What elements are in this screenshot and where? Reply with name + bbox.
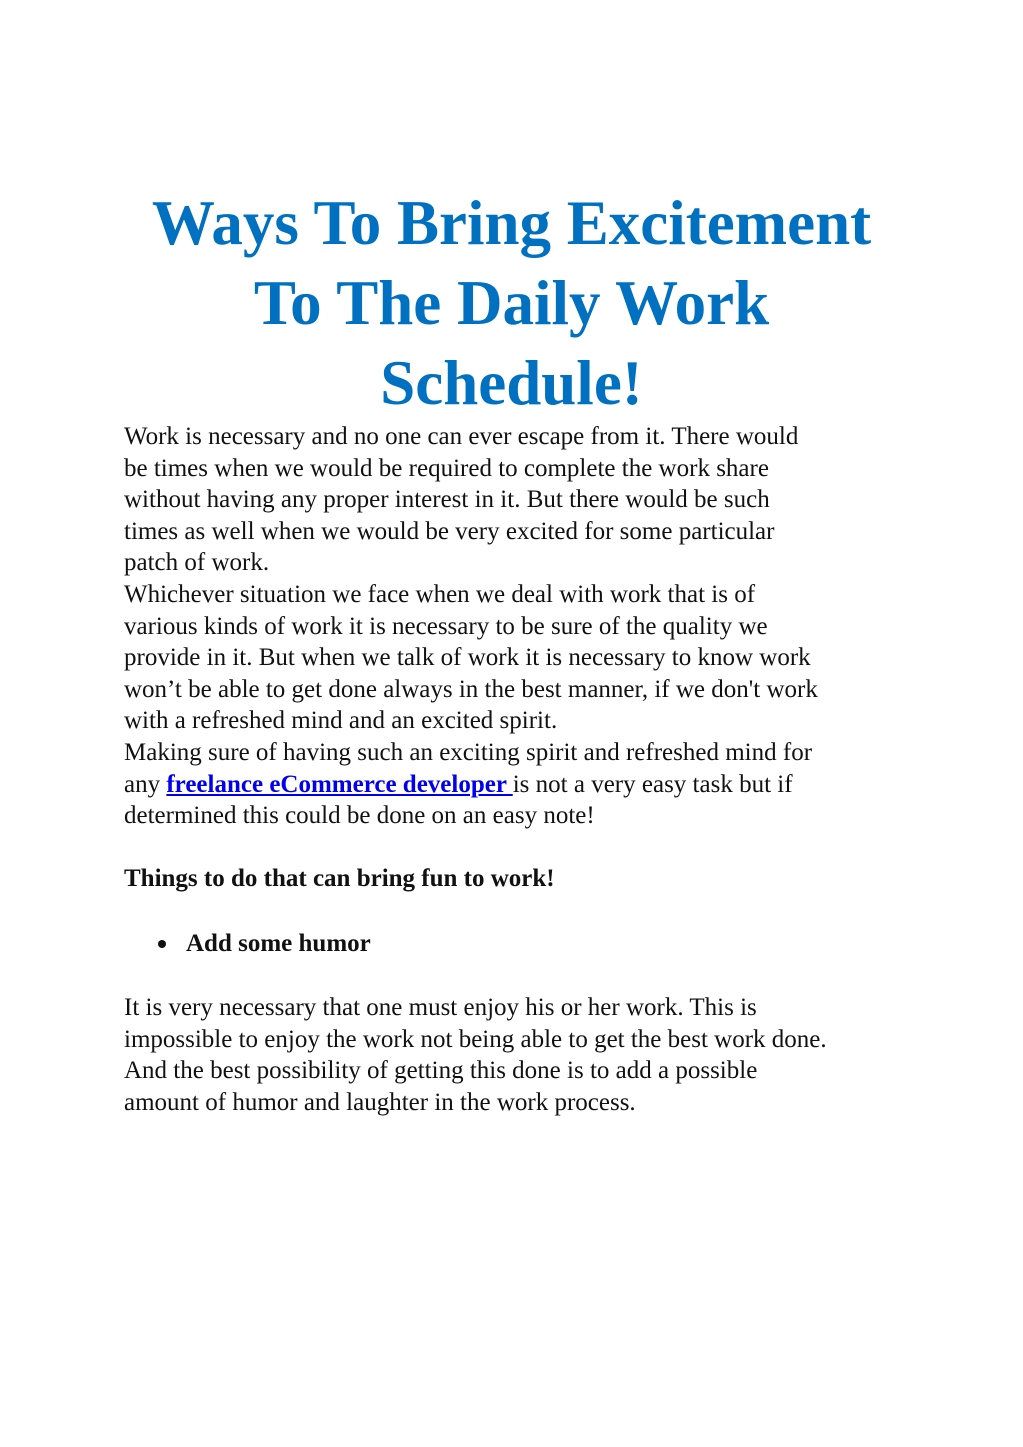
humor-paragraph (124, 992, 914, 1118)
intro-paragraph (124, 421, 914, 832)
page-title (100, 183, 923, 423)
bullet-icon (158, 940, 166, 948)
link-line-after: is not a very easy task but if (512, 770, 793, 798)
text-line: be times when we would be required to complete the work share (124, 454, 769, 482)
list-item (124, 928, 371, 960)
text-line: with a refreshed mind and an excited spirit. (124, 707, 558, 735)
bullet-list (124, 928, 371, 960)
text-line: It is very necessary that one must enjoy his or her work. This is (124, 994, 757, 1021)
text-line: times as well when we would be very excited for some particular (124, 517, 775, 545)
text-line: And the best possibility of getting this done is to add a possible (124, 1057, 758, 1085)
title-line: Ways To Bring Excitement (151, 188, 872, 258)
text-line: Making sure of having such an exciting spirit and refreshed mind for (124, 738, 813, 766)
link-line-before: any (124, 770, 167, 798)
freelance-ecommerce-developer-link[interactable]: freelance eCommerce developer (166, 770, 513, 798)
text-line: various kinds of work it is necessary to be sure of the quality we (124, 612, 768, 640)
text-line: provide in it. But when we talk of work it is necessary to know work (124, 644, 811, 672)
bullet-label: Add some humor (186, 930, 371, 957)
text-line: patch of work. (124, 549, 270, 577)
text-line: determined this could be done on an easy note! (124, 802, 595, 830)
title-line: To The Daily Work (253, 268, 770, 338)
text-line: amount of humor and laughter in the work process. (124, 1088, 636, 1116)
section-heading: Things to do that can bring fun to work! (124, 865, 555, 892)
text-line: without having any proper interest in it. But there would be such (124, 486, 770, 514)
text-line: won’t be able to get done always in the best manner, if we don't work (124, 675, 818, 703)
link-text-line (124, 769, 914, 801)
text-line: impossible to enjoy the work not being able to get the best work done. (124, 1025, 827, 1053)
text-line: Work is necessary and no one can ever escape from it. There would (124, 423, 799, 450)
title-line: Schedule! (380, 348, 643, 418)
text-line: Whichever situation we face when we deal with work that is of (124, 580, 756, 608)
